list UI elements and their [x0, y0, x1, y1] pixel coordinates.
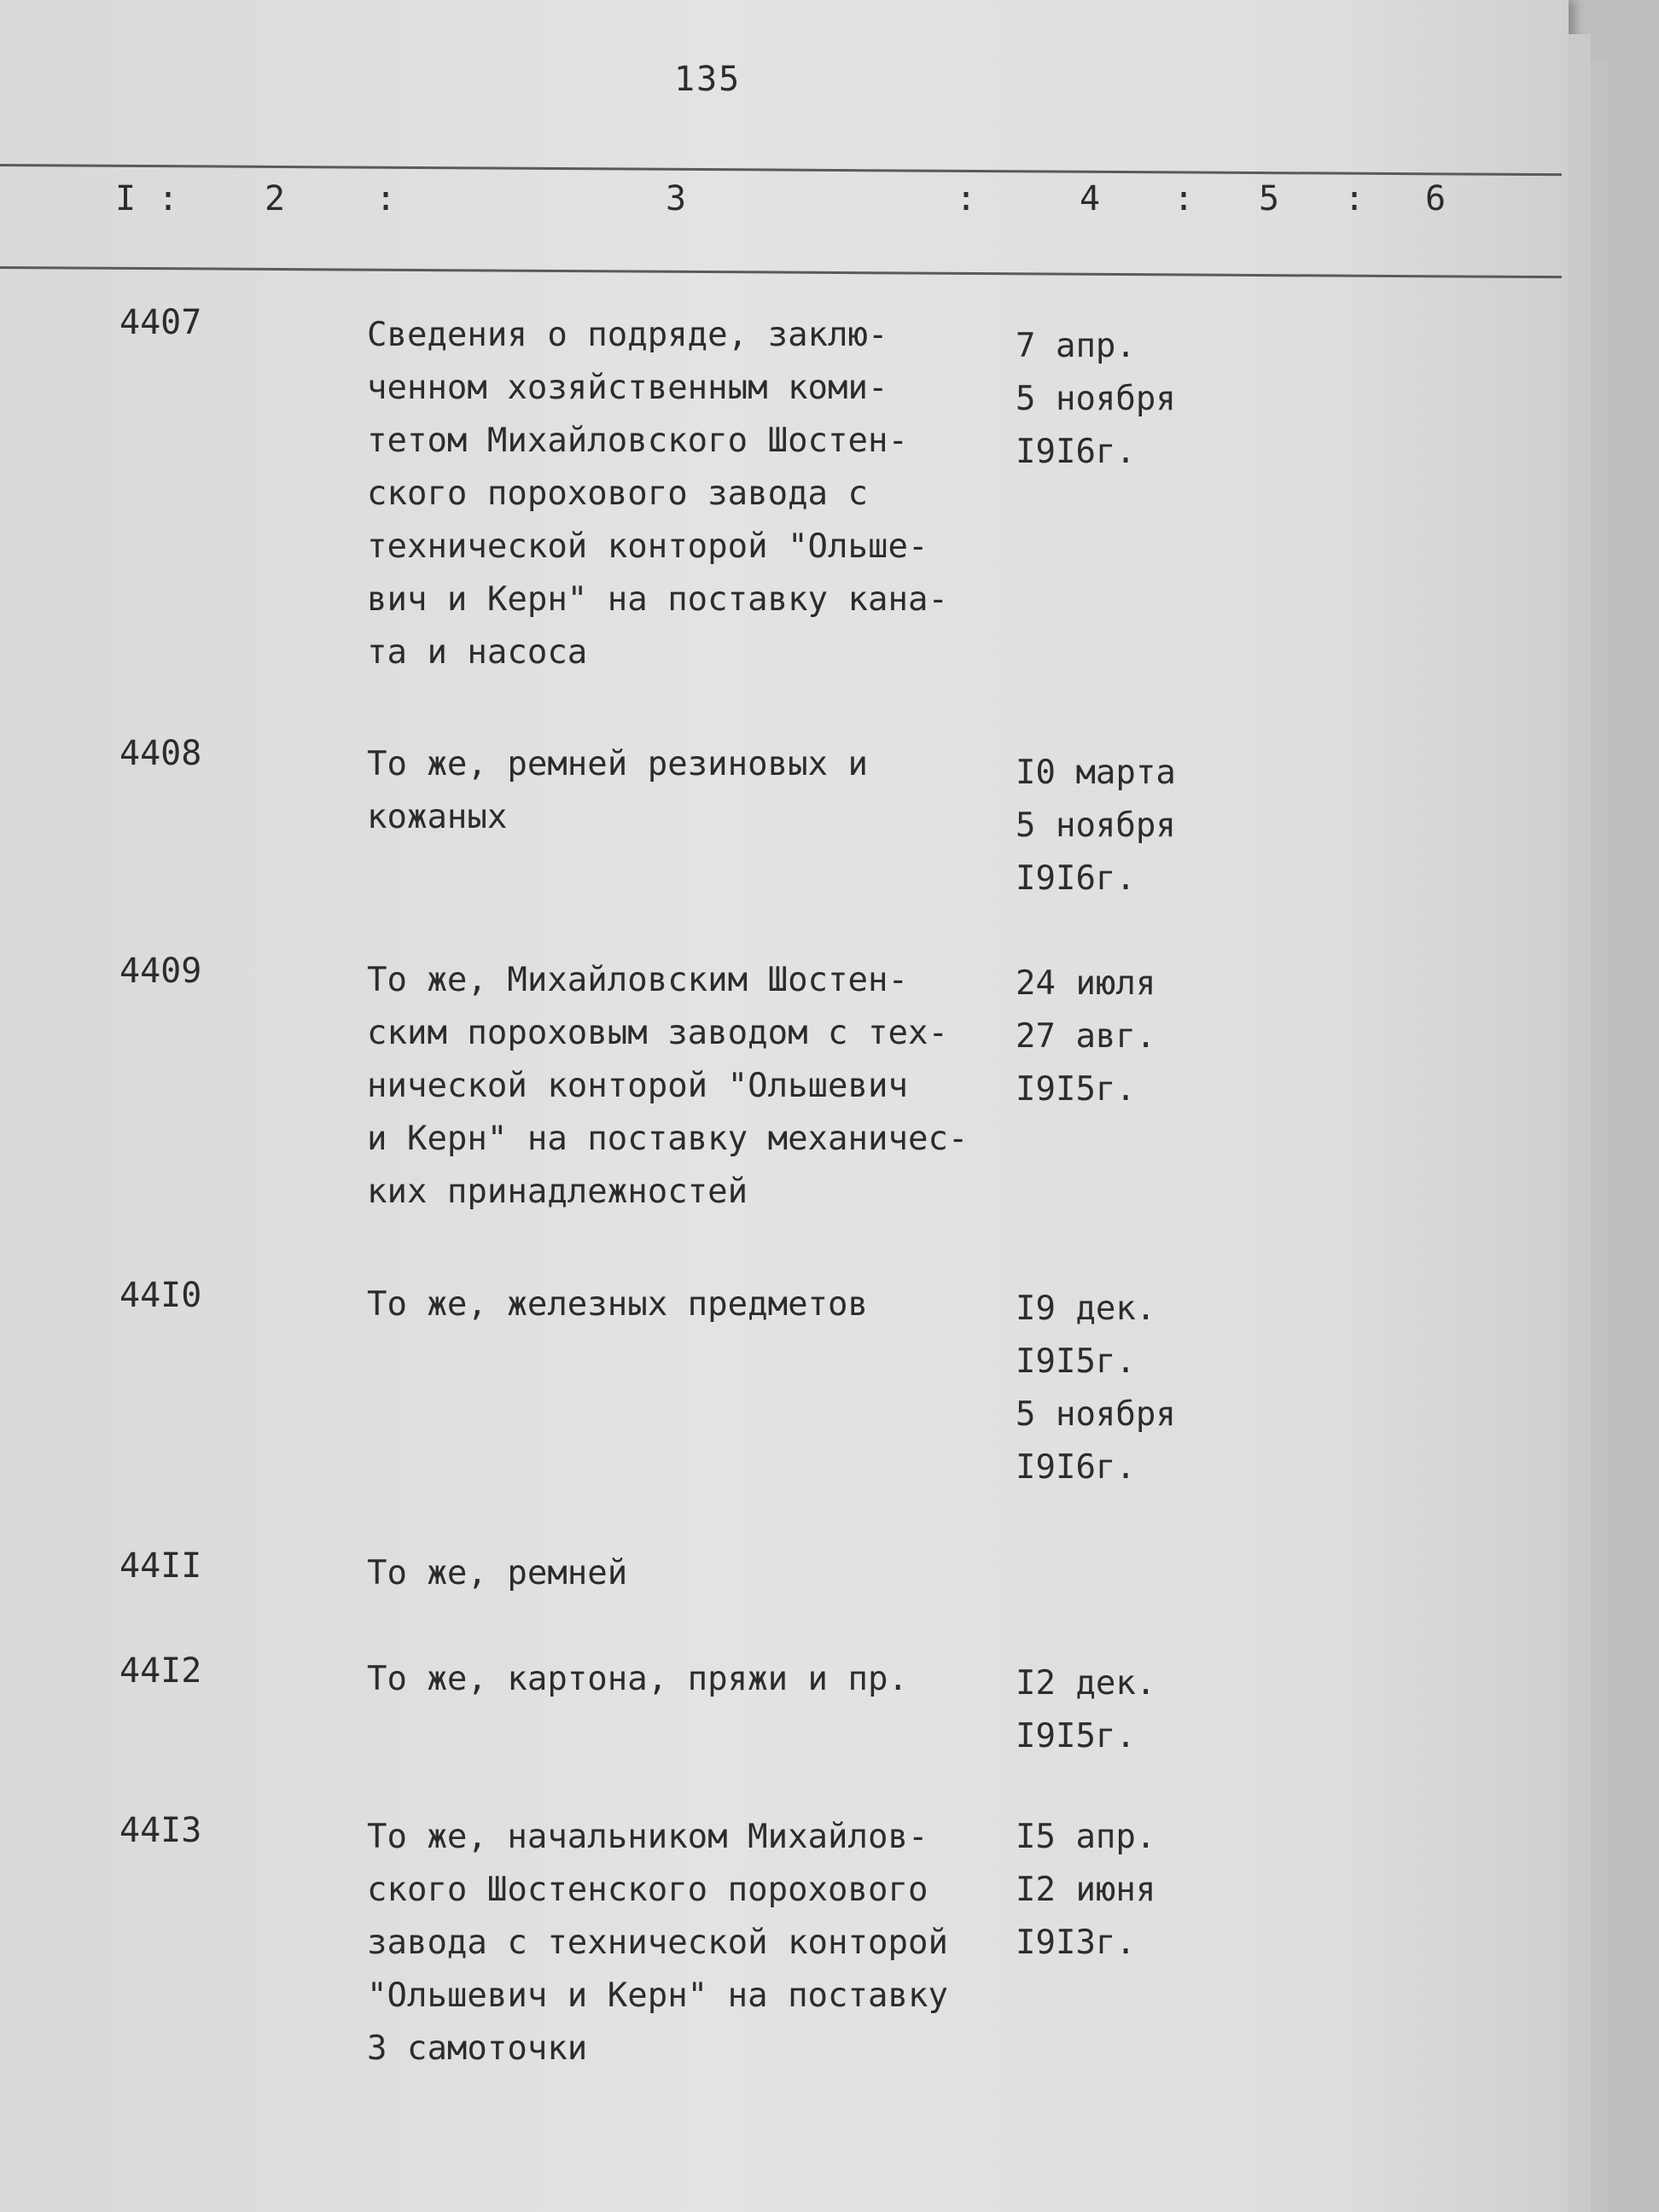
column-number-5: 5	[1259, 179, 1280, 218]
column-number-6: 6	[1425, 179, 1447, 218]
record-description: То же, начальником Михайлов- ского Шостенского порохового завода с технической конторой "Ольшевич и Керн" на поставку 3 самоточки	[367, 1818, 948, 2068]
record-description: Сведения о подряде, заклю- ченном хозяйственным коми- тетом Михайловского Шостен- ского порохового завода с технической конторой "Ольше- вич и Керн" на поставку кана- та и насоса	[367, 316, 948, 672]
record-dates: I5 апр. I2 июня I9I3г.	[1016, 1818, 1156, 1962]
record-number: 44I3	[119, 1811, 202, 1850]
column-number-1: I	[115, 179, 137, 218]
record-number: 4409	[119, 952, 202, 991]
record-dates: 24 июля 27 авг. I9I5г.	[1016, 964, 1156, 1109]
record-number: 44I2	[119, 1651, 202, 1691]
record-description: То же, Михайловским Шостен- ским пороховым заводом с тех- нической конторой "Ольшевич и Керн" на поставку механичес- ких принадлежностей	[367, 961, 969, 1211]
record-dates: I9 дек. I9I5г. 5 ноября I9I6г.	[1016, 1289, 1176, 1487]
column-number-3: 3	[666, 179, 687, 218]
column-number-4: 4	[1080, 179, 1101, 218]
page-number: 135	[674, 60, 742, 99]
record-description: То же, картона, пряжи и пр.	[367, 1660, 908, 1698]
column-number-2: 2	[265, 179, 286, 218]
column-separator: :	[1344, 179, 1365, 218]
record-description: То же, ремней резиновых и кожаных	[367, 745, 868, 836]
header-rule-top	[0, 164, 1562, 176]
record-description: То же, железных предметов	[367, 1285, 868, 1324]
record-number: 44II	[119, 1546, 202, 1586]
record-description: То же, ремней	[367, 1554, 628, 1592]
header-rule-bottom	[0, 266, 1562, 278]
record-number: 44I0	[119, 1276, 202, 1315]
record-dates: I2 дек. I9I5г.	[1016, 1664, 1156, 1755]
column-separator: :	[375, 179, 397, 218]
column-separator: :	[158, 179, 179, 218]
record-number: 4408	[119, 734, 202, 773]
record-dates: I0 марта 5 ноября I9I6г.	[1016, 754, 1176, 898]
page-stack-edge	[1591, 60, 1608, 2212]
page-stack-edge	[1569, 34, 1591, 2212]
column-separator: :	[1173, 179, 1195, 218]
record-number: 4407	[119, 303, 202, 342]
column-separator: :	[956, 179, 977, 218]
record-dates: 7 апр. 5 ноября I9I6г.	[1016, 327, 1176, 471]
